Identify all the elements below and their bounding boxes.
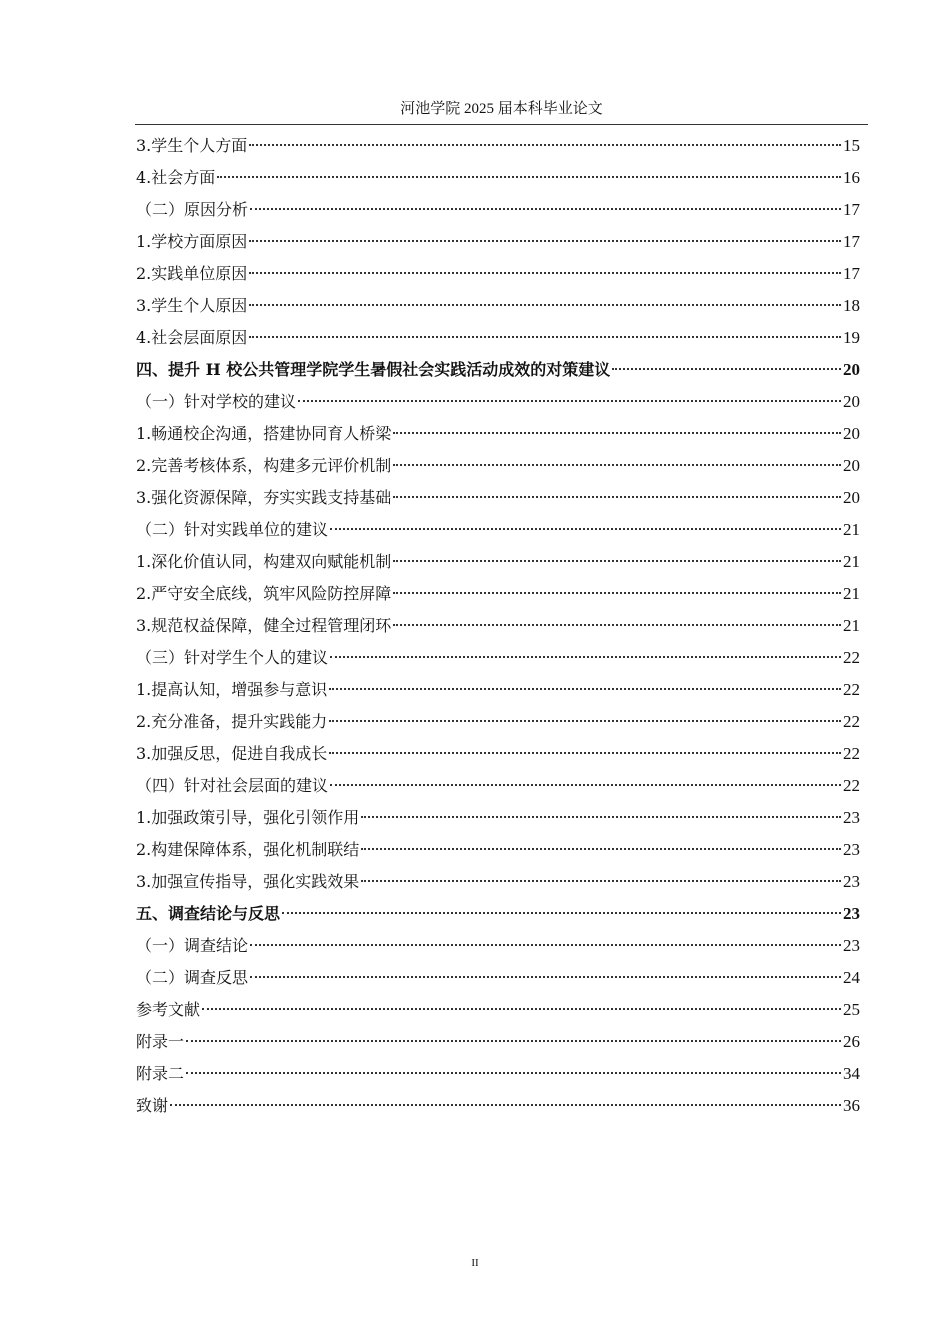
toc-entry[interactable] <box>136 610 860 642</box>
dot-leader <box>361 880 841 882</box>
toc-entry-label: 4.社会方面 <box>136 168 216 187</box>
toc-entry[interactable] <box>136 1026 860 1058</box>
toc-entry[interactable] <box>136 642 860 674</box>
toc-entry[interactable] <box>136 866 860 898</box>
toc-entry[interactable] <box>136 706 860 738</box>
toc-entry-label: 1.畅通校企沟通，搭建协同育人桥梁 <box>136 424 392 443</box>
toc-entry-page: 21 <box>843 616 860 635</box>
dot-leader <box>393 592 841 594</box>
toc-entry[interactable] <box>136 546 860 578</box>
toc-entry-page: 22 <box>843 648 860 667</box>
toc-entry-page: 34 <box>843 1064 860 1083</box>
dot-leader <box>393 624 841 626</box>
toc-entry-label: 2.充分准备，提升实践能力 <box>136 712 328 731</box>
toc-entry-page: 20 <box>843 424 860 443</box>
toc-entry[interactable] <box>136 930 860 962</box>
toc-entry-label: 2.完善考核体系，构建多元评价机制 <box>136 456 392 475</box>
dot-leader <box>330 656 841 658</box>
toc-entry[interactable] <box>136 962 860 994</box>
dot-leader <box>393 432 841 434</box>
toc-entry-page: 17 <box>843 200 860 219</box>
dot-leader <box>250 944 841 946</box>
toc-entry-page: 17 <box>843 264 860 283</box>
toc-entry-page: 26 <box>843 1032 860 1051</box>
toc-entry[interactable] <box>136 418 860 450</box>
dot-leader <box>249 336 841 338</box>
toc-entry-page: 20 <box>843 392 860 411</box>
toc-entry[interactable] <box>136 194 860 226</box>
dot-leader <box>282 912 841 914</box>
toc-entry-page: 23 <box>843 936 860 955</box>
toc-entry[interactable] <box>136 162 860 194</box>
toc-entry-page: 20 <box>843 488 860 507</box>
toc-entry-page: 20 <box>843 456 860 475</box>
dot-leader <box>330 784 841 786</box>
toc-entry-label: （一）调查结论 <box>136 936 249 955</box>
dot-leader <box>361 816 841 818</box>
toc-entry-page: 22 <box>843 744 860 763</box>
toc-entry[interactable] <box>136 578 860 610</box>
dot-leader <box>612 368 841 370</box>
page-number: II <box>471 1257 479 1269</box>
dot-leader <box>250 208 841 210</box>
dot-leader <box>329 752 841 754</box>
dot-leader <box>202 1008 841 1010</box>
toc-entry-page: 23 <box>843 904 860 923</box>
toc-entry-page: 16 <box>843 168 860 187</box>
toc-entry-page: 23 <box>843 840 860 859</box>
toc-entry-label: 3.规范权益保障，健全过程管理闭环 <box>136 616 392 635</box>
dot-leader <box>186 1072 841 1074</box>
toc-entry[interactable] <box>136 738 860 770</box>
toc-entry-label: （二）原因分析 <box>136 200 249 219</box>
toc-entry-page: 22 <box>843 680 860 699</box>
toc-entry-label: 致谢 <box>136 1096 169 1115</box>
toc-entry-label: 1.学校方面原因 <box>136 232 248 251</box>
dot-leader <box>329 688 841 690</box>
toc-entry-page: 23 <box>843 872 860 891</box>
dot-leader <box>250 976 841 978</box>
toc-entry-page: 21 <box>843 584 860 603</box>
toc-entry-page: 21 <box>843 552 860 571</box>
toc-entry[interactable] <box>136 386 860 418</box>
toc-entry-page: 18 <box>843 296 860 315</box>
toc-entry[interactable] <box>136 258 860 290</box>
toc-entry-page: 24 <box>843 968 860 987</box>
toc-entry-page: 20 <box>843 360 860 379</box>
toc-entry[interactable] <box>136 450 860 482</box>
toc-entry[interactable] <box>136 1058 860 1090</box>
toc-entry[interactable] <box>136 514 860 546</box>
page-header-title: 河池学院 2025 届本科毕业论文 <box>400 101 603 117</box>
toc-entry-page: 15 <box>843 136 860 155</box>
toc-entry-label: 2.构建保障体系，强化机制联结 <box>136 840 360 859</box>
dot-leader <box>393 464 841 466</box>
toc-entry-label: 1.加强政策引导，强化引领作用 <box>136 808 360 827</box>
dot-leader <box>217 176 841 178</box>
toc-entry[interactable] <box>136 994 860 1026</box>
toc-entry-label: 1.提高认知，增强参与意识 <box>136 680 328 699</box>
toc-entry[interactable] <box>136 226 860 258</box>
toc-entry[interactable] <box>136 802 860 834</box>
dot-leader <box>298 400 841 402</box>
dot-leader <box>330 528 841 530</box>
dot-leader <box>329 720 841 722</box>
toc-entry-label: 五、调查结论与反思 <box>136 904 281 923</box>
toc-entry-label: （三）针对学生个人的建议 <box>136 648 329 667</box>
toc-entry-label: 2.实践单位原因 <box>136 264 248 283</box>
toc-entry-page: 19 <box>843 328 860 347</box>
dot-leader <box>249 144 841 146</box>
toc-entry-label: （一）针对学校的建议 <box>136 392 297 411</box>
toc-entry-label: （四）针对社会层面的建议 <box>136 776 329 795</box>
toc-entry-page: 17 <box>843 232 860 251</box>
dot-leader <box>249 272 841 274</box>
toc-entry-page: 21 <box>843 520 860 539</box>
toc-entry-label: 3.强化资源保障，夯实实践支持基础 <box>136 488 392 507</box>
toc-entry[interactable] <box>136 322 860 354</box>
table-of-contents <box>136 130 860 1122</box>
toc-entry-label: 1.深化价值认同，构建双向赋能机制 <box>136 552 392 571</box>
toc-entry-label: （二）针对实践单位的建议 <box>136 520 329 539</box>
toc-chapter-entry[interactable] <box>136 354 860 386</box>
toc-entry-label: （二）调查反思 <box>136 968 249 987</box>
header-divider <box>135 124 868 125</box>
toc-entry-page: 23 <box>843 808 860 827</box>
toc-entry-page: 25 <box>843 1000 860 1019</box>
toc-entry[interactable] <box>136 674 860 706</box>
toc-entry[interactable] <box>136 1090 860 1122</box>
toc-entry-label: 附录二 <box>136 1064 185 1083</box>
toc-entry[interactable] <box>136 770 860 802</box>
toc-entry-label: 3.加强宣传指导，强化实践效果 <box>136 872 360 891</box>
toc-entry-page: 22 <box>843 712 860 731</box>
dot-leader <box>361 848 841 850</box>
toc-entry-label: 4.社会层面原因 <box>136 328 248 347</box>
toc-entry[interactable] <box>136 834 860 866</box>
toc-chapter-entry[interactable] <box>136 898 860 930</box>
toc-entry-label: 附录一 <box>136 1032 185 1051</box>
dot-leader <box>170 1104 841 1106</box>
toc-entry-page: 22 <box>843 776 860 795</box>
toc-entry[interactable] <box>136 290 860 322</box>
dot-leader <box>393 496 841 498</box>
toc-entry-label: 3.学生个人方面 <box>136 136 248 155</box>
dot-leader <box>249 240 841 242</box>
dot-leader <box>249 304 841 306</box>
toc-entry-label: 3.学生个人原因 <box>136 296 248 315</box>
toc-entry-label: 2.严守安全底线，筑牢风险防控屏障 <box>136 584 392 603</box>
toc-entry[interactable] <box>136 482 860 514</box>
dot-leader <box>186 1040 841 1042</box>
toc-entry-label: 3.加强反思，促进自我成长 <box>136 744 328 763</box>
dot-leader <box>393 560 841 562</box>
toc-entry-label: 参考文献 <box>136 1000 201 1019</box>
toc-entry[interactable] <box>136 130 860 162</box>
toc-entry-label: 四、提升 H 校公共管理学院学生暑假社会实践活动成效的对策建议 <box>136 360 611 379</box>
toc-entry-page: 36 <box>843 1096 860 1115</box>
